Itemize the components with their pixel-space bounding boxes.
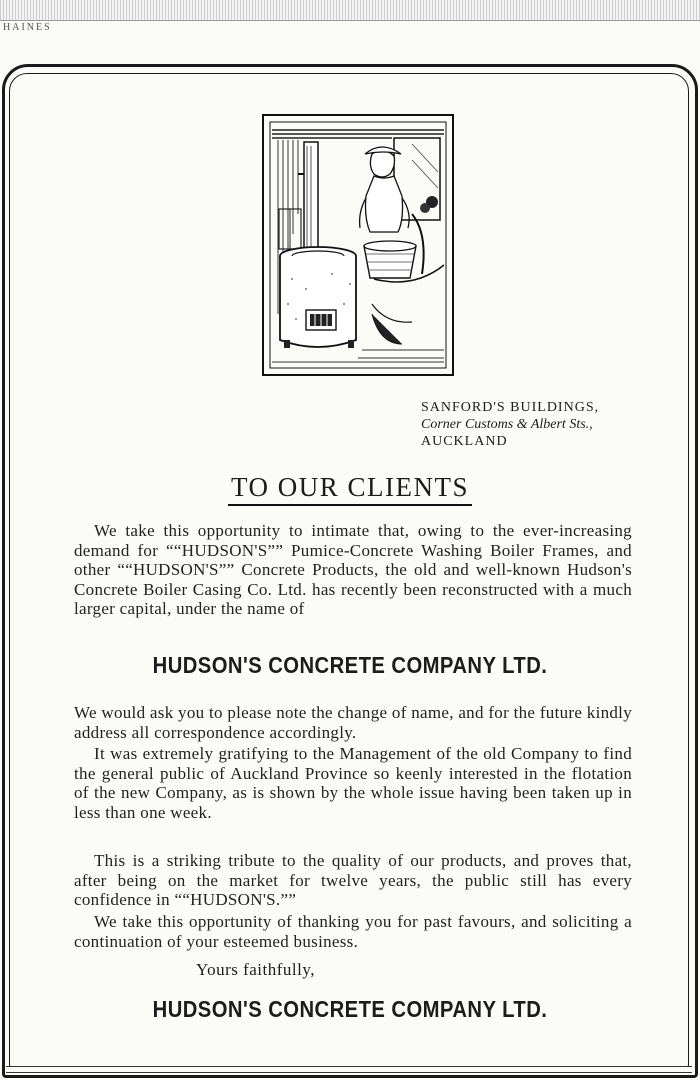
address-building: SANFORD'S BUILDINGS,: [421, 400, 600, 415]
address-street: Corner Customs & Albert Sts.,: [421, 417, 593, 432]
page-title-text: TO OUR CLIENTS: [228, 471, 472, 506]
signature: HUDSON'S CONCRETE COMPANY LTD.: [152, 996, 548, 1022]
address-block: [421, 399, 681, 450]
closing-salutation: Yours faithfully,: [196, 960, 316, 979]
top-edge-strip: [0, 0, 700, 21]
paragraph-thanks: We take this opportunity of thanking you for past favours, and soliciting a continuation of your esteemed business.: [74, 912, 632, 951]
intro-paragraph: We take this opportunity to intimate that, owing to the ever-increasing demand for ““HUDSON'S”” Pumice-Concrete Washing Boiler Frames, and other ““HUDSON'S”” Concrete Products, the old and well-known Hudson's Concrete Boiler Casing Co. Ltd. has recently been reconstructed with a much larger capital, under the name of: [74, 521, 632, 618]
paragraph-change-of-name: We would ask you to please note the change of name, and for the future kindly address all correspondence accordingly.: [74, 703, 633, 742]
paragraph-flotation: It was extremely gratifying to the Management of the old Company to find the general public of Auckland Province so keenly interested in the flotation of the new Company, as is shown by the whole issue having been taken up in less than one week.: [74, 744, 632, 822]
page-title: [0, 471, 700, 506]
company-name-heading: HUDSON'S CONCRETE COMPANY LTD.: [152, 652, 548, 678]
paragraph-tribute: This is a striking tribute to the quality of our products, and proves that, after being on the market for twelve years, the public still has every confidence in ““HUDSON'S.””: [74, 851, 632, 909]
bottom-rule: [6, 1066, 692, 1073]
running-head: HAINES: [3, 22, 52, 33]
boiler-illustration-icon: [262, 114, 454, 376]
address-city: AUCKLAND: [421, 434, 508, 449]
